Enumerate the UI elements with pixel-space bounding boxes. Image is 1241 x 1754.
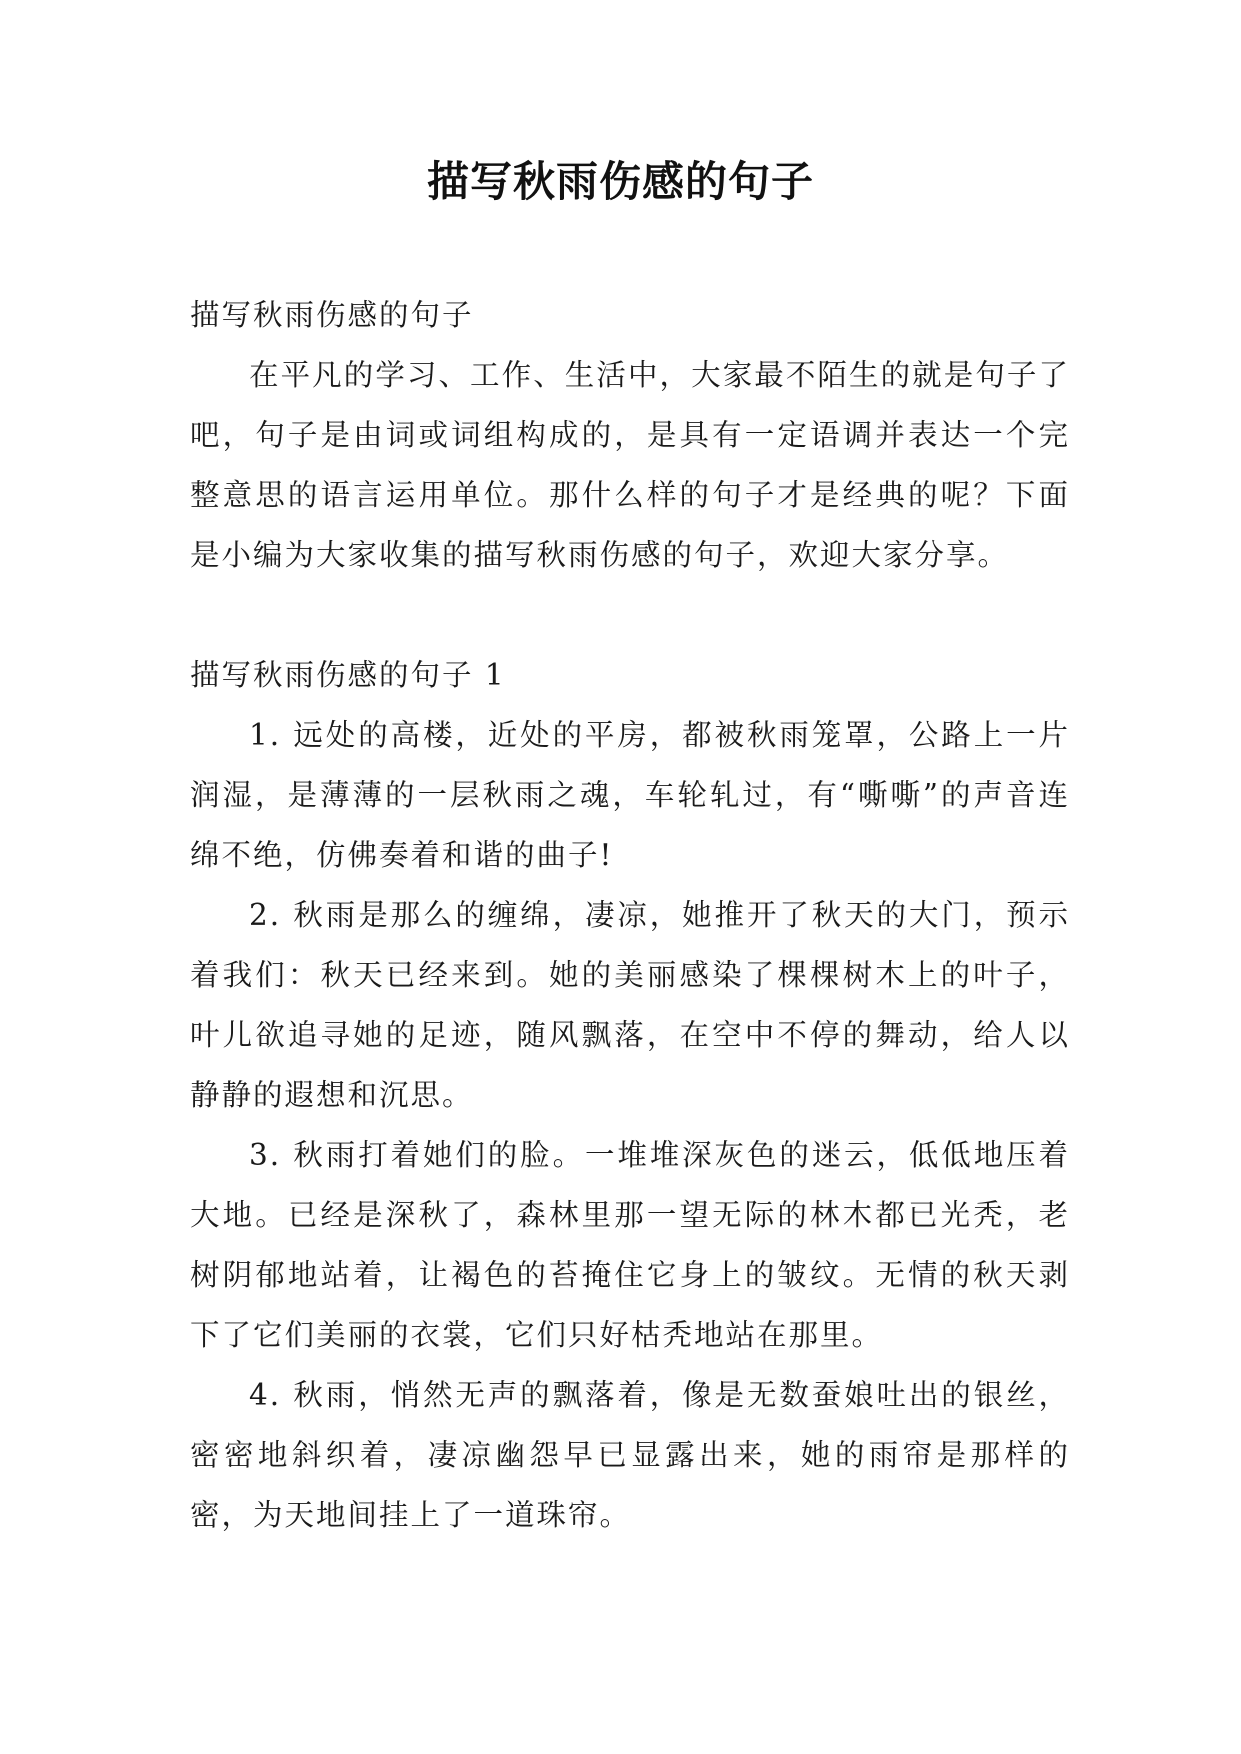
intro-paragraph: 在平凡的学习、工作、生活中，大家最不陌生的就是句子了吧，句子是由词或词组构成的，是具有一定语调并表达一个完整意思的语言运用单位。那什么样的句子才是经典的呢？下面是小编为大家收集的描写秋雨伤感的句子，欢迎大家分享。 [190, 358, 1070, 572]
document-title: 描写秋雨伤感的句子 [426, 157, 814, 206]
subheading: 描写秋雨伤感的句子 [190, 298, 474, 332]
list-item: 3. 秋雨打着她们的脸。一堆堆深灰色的迷云，低低地压着大地。已经是深秋了，森林里那一望无际的林木都已光秃，老树阴郁地站着，让褐色的苔掩住它身上的皱纹。无情的秋天剥下了它们美丽的衣裳，它们只好枯秃地站在那里。 [190, 1138, 1070, 1352]
document-body [190, 285, 1070, 1545]
list-item: 4. 秋雨，悄然无声的飘落着，像是无数蚕娘吐出的银丝，密密地斜织着，凄凉幽怨早已显露出来，她的雨帘是那样的密，为天地间挂上了一道珠帘。 [190, 1378, 1070, 1532]
section-heading: 描写秋雨伤感的句子 1 [190, 658, 506, 692]
section-gap [190, 585, 1070, 645]
list-item: 2. 秋雨是那么的缠绵，凄凉，她推开了秋天的大门，预示着我们：秋天已经来到。她的美丽感染了棵棵树木上的叶子，叶儿欲追寻她的足迹，随风飘落，在空中不停的舞动，给人以静静的遐想和沉思。 [190, 898, 1070, 1112]
list-item: 1. 远处的高楼，近处的平房，都被秋雨笼罩，公路上一片润湿，是薄薄的一层秋雨之魂，车轮轧过，有“嘶嘶”的声音连绵不绝，仿佛奏着和谐的曲子! [190, 718, 1070, 872]
